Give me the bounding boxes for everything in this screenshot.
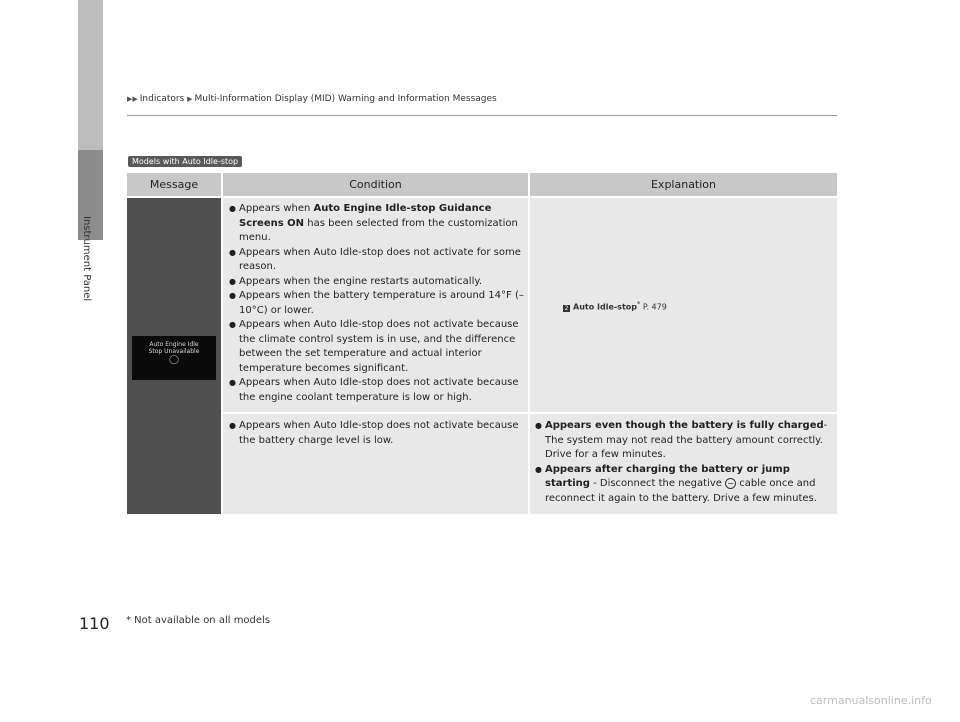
reference-page: P. 479 (640, 302, 667, 312)
breadcrumb (127, 94, 497, 104)
condition-item: ● Appears when the engine restarts automatically. (229, 275, 524, 290)
screen-text-1: Auto Engine Idle (149, 341, 199, 348)
arrow-icon: ▶ (187, 95, 193, 103)
row1-reference[interactable] (563, 300, 667, 312)
condition-item: ● Appears when Auto Idle-stop does not activate because the climate control system is in use, and the difference between the set temperature and actual interior temperature becomes significant. (229, 318, 524, 376)
negative-symbol: − (725, 478, 736, 489)
footnote: * Not available on all models (126, 615, 271, 626)
models-badge: Models with Auto Idle-stop (128, 156, 242, 167)
reference-title: Auto Idle-stop (573, 302, 637, 312)
page-number: 110 (79, 614, 110, 633)
reference-icon: 2 (564, 304, 569, 312)
condition-item: ● Appears when the battery temperature is around 14°F (–10°C) or lower. (229, 289, 524, 318)
row2-condition (229, 419, 524, 448)
mid-screen-image (132, 336, 216, 380)
explanation-item: ● Appears even though the battery is fully charged- The system may not read the battery amount correctly. Drive for a few minutes. (535, 419, 833, 463)
condition-item: ● Appears when Auto Idle-stop does not activate because the engine coolant temperature is low or high. (229, 376, 524, 405)
condition-item: ● Appears when Auto Engine Idle-stop Guidance Screens ON has been selected from the customization menu. (229, 202, 524, 246)
side-label (81, 216, 92, 301)
reference-star: * (637, 300, 641, 308)
header-rule (127, 115, 837, 116)
condition-item: ● Appears when Auto Idle-stop does not activate because the battery charge level is low. (229, 419, 524, 448)
header-condition: Condition (221, 173, 528, 196)
header-explanation: Explanation (528, 173, 837, 196)
breadcrumb-part1[interactable]: Indicators (139, 94, 185, 104)
row2-explanation (535, 419, 833, 506)
explanation-item: ● Appears after charging the battery or jump starting - Disconnect the negative − cable once and reconnect it again to the battery. Drive a few minutes. (535, 463, 833, 507)
breadcrumb-part2[interactable]: Multi-Information Display (MID) Warning and Information Messages (194, 94, 497, 104)
screen-text-2: Stop Unavailable (148, 348, 200, 355)
side-label-text: Instrument Panel (81, 216, 92, 302)
watermark: carmanualsonline.info (810, 694, 932, 707)
header-message: Message (149, 178, 199, 191)
row1-condition (229, 202, 524, 405)
arrow-icon: ▶▶ (127, 95, 138, 103)
table-header (127, 173, 837, 196)
auto-idle-stop-icon: ◯ (168, 355, 180, 365)
condition-item: ● Appears when Auto Idle-stop does not activate for some reason. (229, 246, 524, 275)
